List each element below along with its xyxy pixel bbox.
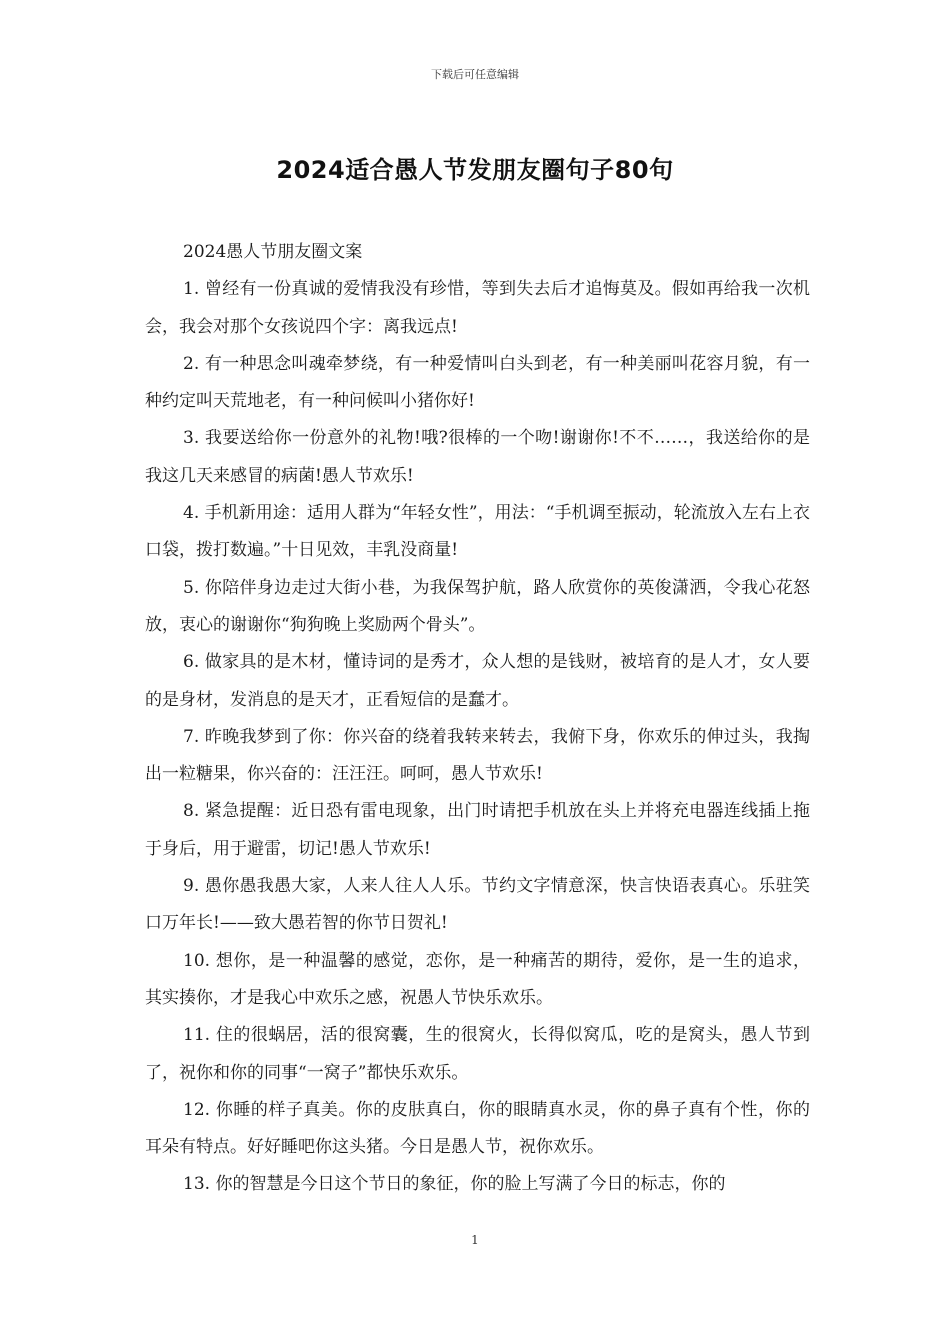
list-item: 1. 曾经有一份真诚的爱情我没有珍惜，等到失去后才追悔莫及。假如再给我一次机会，我会对那个女孩说四个字：离我远点! (145, 279, 810, 337)
list-item: 2. 有一种思念叫魂牵梦绕，有一种爱情叫白头到老，有一种美丽叫花容月貌，有一种约定叫天荒地老，有一种问候叫小猪你好! (145, 353, 810, 412)
document-body (145, 234, 810, 1204)
list-item: 10. 想你，是一种温馨的感觉，恋你，是一种痛苦的期待，爱你，是一生的追求，其实揍你，才是我心中欢乐之感，祝愚人节快乐欢乐。 (145, 950, 810, 1008)
page-header: 下载后可任意编辑 (431, 68, 519, 81)
list-item: 13. 你的智慧是今日这个节日的象征，你的脸上写满了今日的标志，你的 (183, 1174, 726, 1195)
list-item: 6. 做家具的是木材，懂诗词的是秀才，众人想的是钱财，被培育的是人才，女人要的是身材，发消息的是天才，正看短信的是蠢才。 (145, 652, 810, 710)
page-number: 1 (471, 1233, 479, 1247)
list-item: 11. 住的很蜗居，活的很窝囊，生的很窝火，长得似窝瓜，吃的是窝头，愚人节到了，祝你和你的同事“一窝子”都快乐欢乐。 (145, 1025, 810, 1083)
section-heading: 2024愚人节朋友圈文案 (183, 242, 363, 262)
list-item: 4. 手机新用途：适用人群为“年轻女性”，用法：“手机调至振动，轮流放入左右上衣口袋，拨打数遍。”十日见效，丰乳没商量! (145, 503, 810, 561)
list-item: 7. 昨晚我梦到了你：你兴奋的绕着我转来转去，我俯下身，你欢乐的伸过头，我掏出一粒糖果，你兴奋的：汪汪汪。呵呵，愚人节欢乐! (145, 726, 810, 785)
document-title: 2024适合愚人节发朋友圈句子80句 (276, 156, 674, 184)
list-item: 9. 愚你愚我愚大家，人来人往人人乐。节约文字情意深，快言快语表真心。乐驻笑口万年长!——致大愚若智的你节日贺礼! (145, 876, 810, 934)
list-item: 3. 我要送给你一份意外的礼物!哦?很棒的一个吻!谢谢你!不不……，我送给你的是我这几天来感冒的病菌!愚人节欢乐! (145, 428, 810, 486)
list-item: 12. 你睡的样子真美。你的皮肤真白，你的眼睛真水灵，你的鼻子真有个性，你的耳朵有特点。好好睡吧你这头猪。今日是愚人节，祝你欢乐。 (145, 1099, 810, 1158)
list-item: 5. 你陪伴身边走过大街小巷，为我保驾护航，路人欣赏你的英俊潇洒，令我心花怒放，衷心的谢谢你“狗狗晚上奖励两个骨头”。 (145, 577, 810, 635)
list-item: 8. 紧急提醒：近日恐有雷电现象，出门时请把手机放在头上并将充电器连线插上拖于身后，用于避雷，切记!愚人节欢乐! (145, 801, 810, 859)
